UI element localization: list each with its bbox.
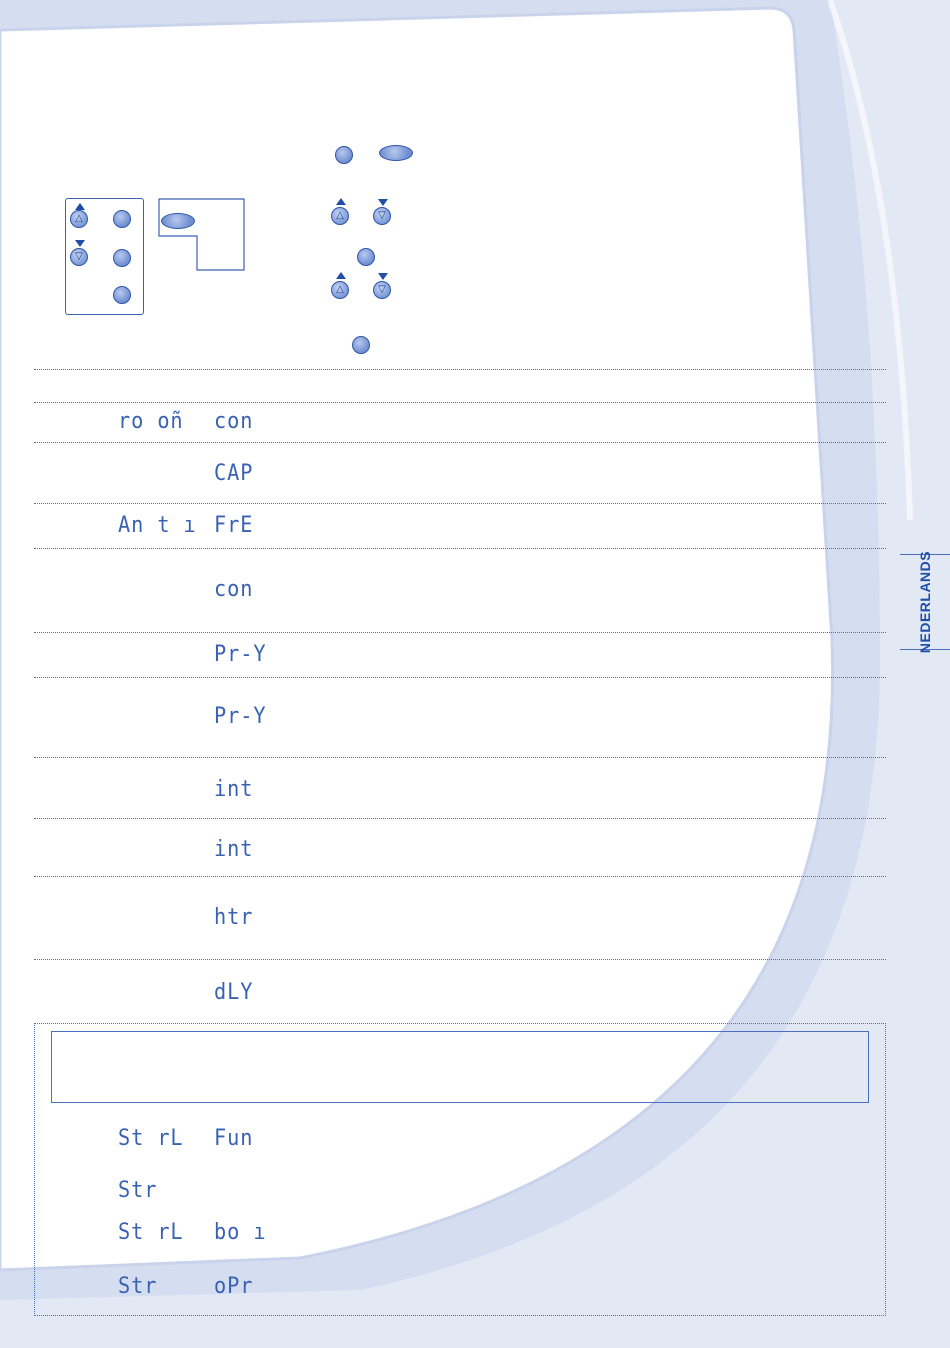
down-arrow-button-icon: ▽ <box>373 207 391 225</box>
remote-panel-outline <box>158 198 245 271</box>
down-triangle-icon <box>378 273 388 280</box>
setting-code-opr: oPr <box>214 1274 254 1299</box>
down-arrow-button-icon: ▽ <box>70 248 88 266</box>
table-rule <box>34 402 886 403</box>
oval-button-icon <box>161 213 195 229</box>
round-button-icon <box>113 286 131 304</box>
setting-code: htr <box>214 905 254 930</box>
table-rule <box>34 503 886 504</box>
down-arrow-button-icon: ▽ <box>373 281 391 299</box>
language-tab-label: NEDERLANDS <box>917 550 933 654</box>
setting-code: Pr-Y <box>214 642 267 667</box>
display-code-str: Str <box>118 1178 158 1203</box>
display-code-anti: An t ı <box>118 513 197 538</box>
up-triangle-icon <box>336 198 346 205</box>
up-triangle-icon <box>75 203 85 210</box>
table-rule <box>34 548 886 549</box>
up-arrow-button-icon: △ <box>331 281 349 299</box>
round-button-icon <box>113 249 131 267</box>
down-triangle-icon <box>75 240 85 247</box>
table-rule <box>34 442 886 443</box>
oval-button-icon <box>379 145 413 161</box>
note-box <box>51 1031 869 1103</box>
up-arrow-button-icon: △ <box>331 207 349 225</box>
setting-code-fun: Fun <box>214 1126 254 1151</box>
setting-code: FrE <box>214 513 254 538</box>
setting-code: int <box>214 837 254 862</box>
round-button-icon <box>113 210 131 228</box>
table-rule <box>34 818 886 819</box>
display-code-strl: St rL <box>118 1126 184 1151</box>
round-button-icon <box>357 248 375 266</box>
setting-code: Pr-Y <box>214 704 267 729</box>
table-rule <box>34 757 886 758</box>
setting-code: con <box>214 577 254 602</box>
setting-code-boi: bo ı <box>214 1220 267 1245</box>
round-button-icon <box>352 336 370 354</box>
up-arrow-button-icon: △ <box>70 210 88 228</box>
round-button-icon <box>335 146 353 164</box>
setting-code: dLY <box>214 980 254 1005</box>
display-code-strl: St rL <box>118 1220 184 1245</box>
remote-keypad-diagram <box>65 198 144 315</box>
display-code-room: ro oñ <box>118 409 184 434</box>
table-rule <box>34 959 886 960</box>
table-rule <box>34 876 886 877</box>
display-code-str: Str <box>118 1274 158 1299</box>
setting-code: CAP <box>214 461 254 486</box>
setting-code: con <box>214 409 254 434</box>
setting-code: int <box>214 777 254 802</box>
table-rule <box>34 677 886 678</box>
table-rule <box>34 632 886 633</box>
table-rule <box>34 369 886 370</box>
down-triangle-icon <box>378 199 388 206</box>
up-triangle-icon <box>336 272 346 279</box>
